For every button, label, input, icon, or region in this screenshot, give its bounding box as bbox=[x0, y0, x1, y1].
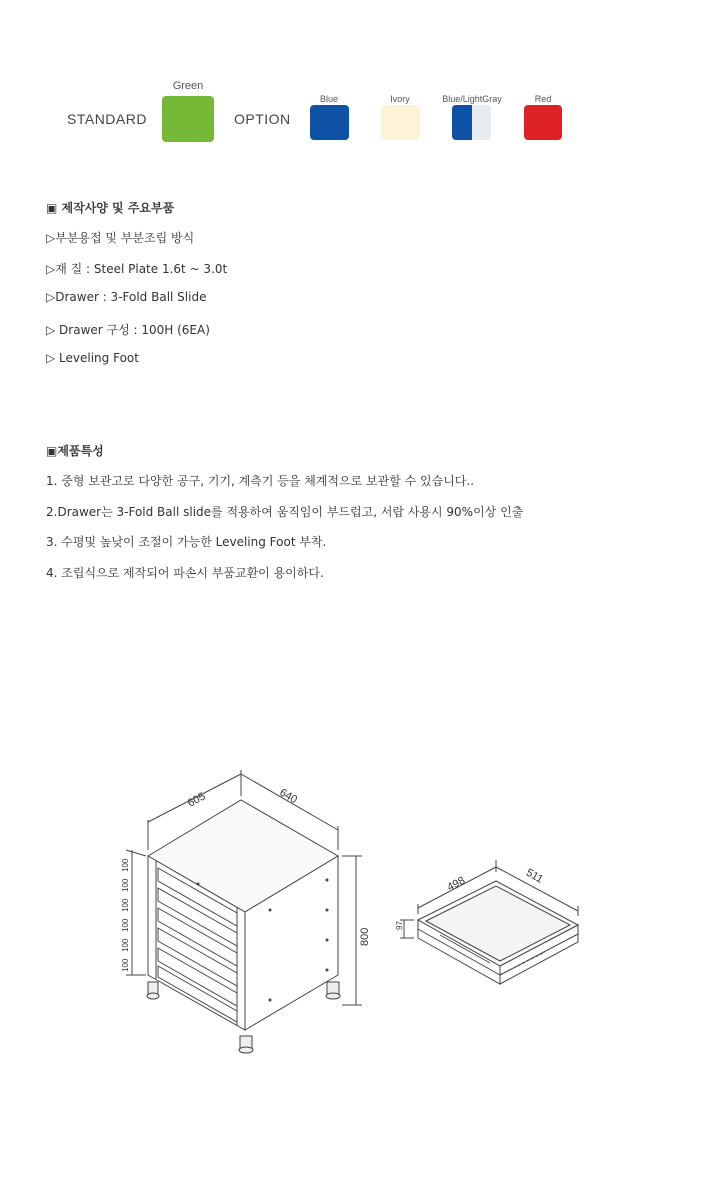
dim-drawer-side-height: 97 bbox=[395, 921, 404, 930]
option-label: OPTION bbox=[234, 111, 291, 127]
swatch-caption-blue-lightgray: Blue/LightGray bbox=[442, 94, 502, 104]
spec-item: ▷Drawer : 3-Fold Ball Slide bbox=[46, 290, 207, 304]
dim-drawer-height: 100 bbox=[121, 918, 130, 932]
feature-item: 1. 중형 보관고로 다양한 공구, 기기, 계측기 등을 체계적으로 보관할 수 있습니다.. bbox=[46, 474, 475, 488]
features-title: ▣제품특성 bbox=[46, 444, 104, 458]
swatch-caption-ivory: Ivory bbox=[390, 94, 410, 104]
standard-label: STANDARD bbox=[67, 111, 147, 127]
dim-cabinet-depth: 640 bbox=[277, 786, 300, 807]
spec-item: ▷ Leveling Foot bbox=[46, 351, 139, 365]
dim-cabinet-height: 800 bbox=[359, 927, 371, 946]
spec-item: ▷ Drawer 구성 : 100H (6EA) bbox=[46, 323, 210, 337]
specs-title: ▣ 제작사양 및 주요부품 bbox=[46, 201, 175, 215]
dim-drawer-height: 100 bbox=[121, 878, 130, 892]
dim-drawer-height: 100 bbox=[121, 858, 130, 872]
spec-item: ▷부분용접 및 부분조립 방식 bbox=[46, 231, 195, 245]
dim-cabinet-width: 605 bbox=[185, 790, 208, 810]
feature-item: 4. 조립식으로 제작되어 파손시 부품교환이 용이하다. bbox=[46, 566, 324, 580]
dim-drawer-height: 100 bbox=[121, 898, 130, 912]
spec-item: ▷재 질 : Steel Plate 1.6t ~ 3.0t bbox=[46, 262, 228, 276]
dim-drawer-depth: 511 bbox=[523, 866, 546, 886]
drawer-drawing bbox=[418, 881, 578, 984]
feature-item: 3. 수평및 높낮이 조절이 가능한 Leveling Foot 부착. bbox=[46, 535, 327, 549]
swatch-caption-blue: Blue bbox=[319, 94, 338, 104]
swatch-caption-green: Green bbox=[172, 80, 204, 92]
swatch-caption-red: Red bbox=[534, 94, 552, 104]
dim-drawer-height: 100 bbox=[121, 958, 130, 972]
dim-drawer-height: 100 bbox=[121, 938, 130, 952]
dim-drawer-width: 498 bbox=[445, 874, 468, 894]
feature-item: 2.Drawer는 3-Fold Ball slide를 적용하여 움직임이 부드럽고, 서랍 사용시 90%이상 인출 bbox=[46, 505, 524, 519]
